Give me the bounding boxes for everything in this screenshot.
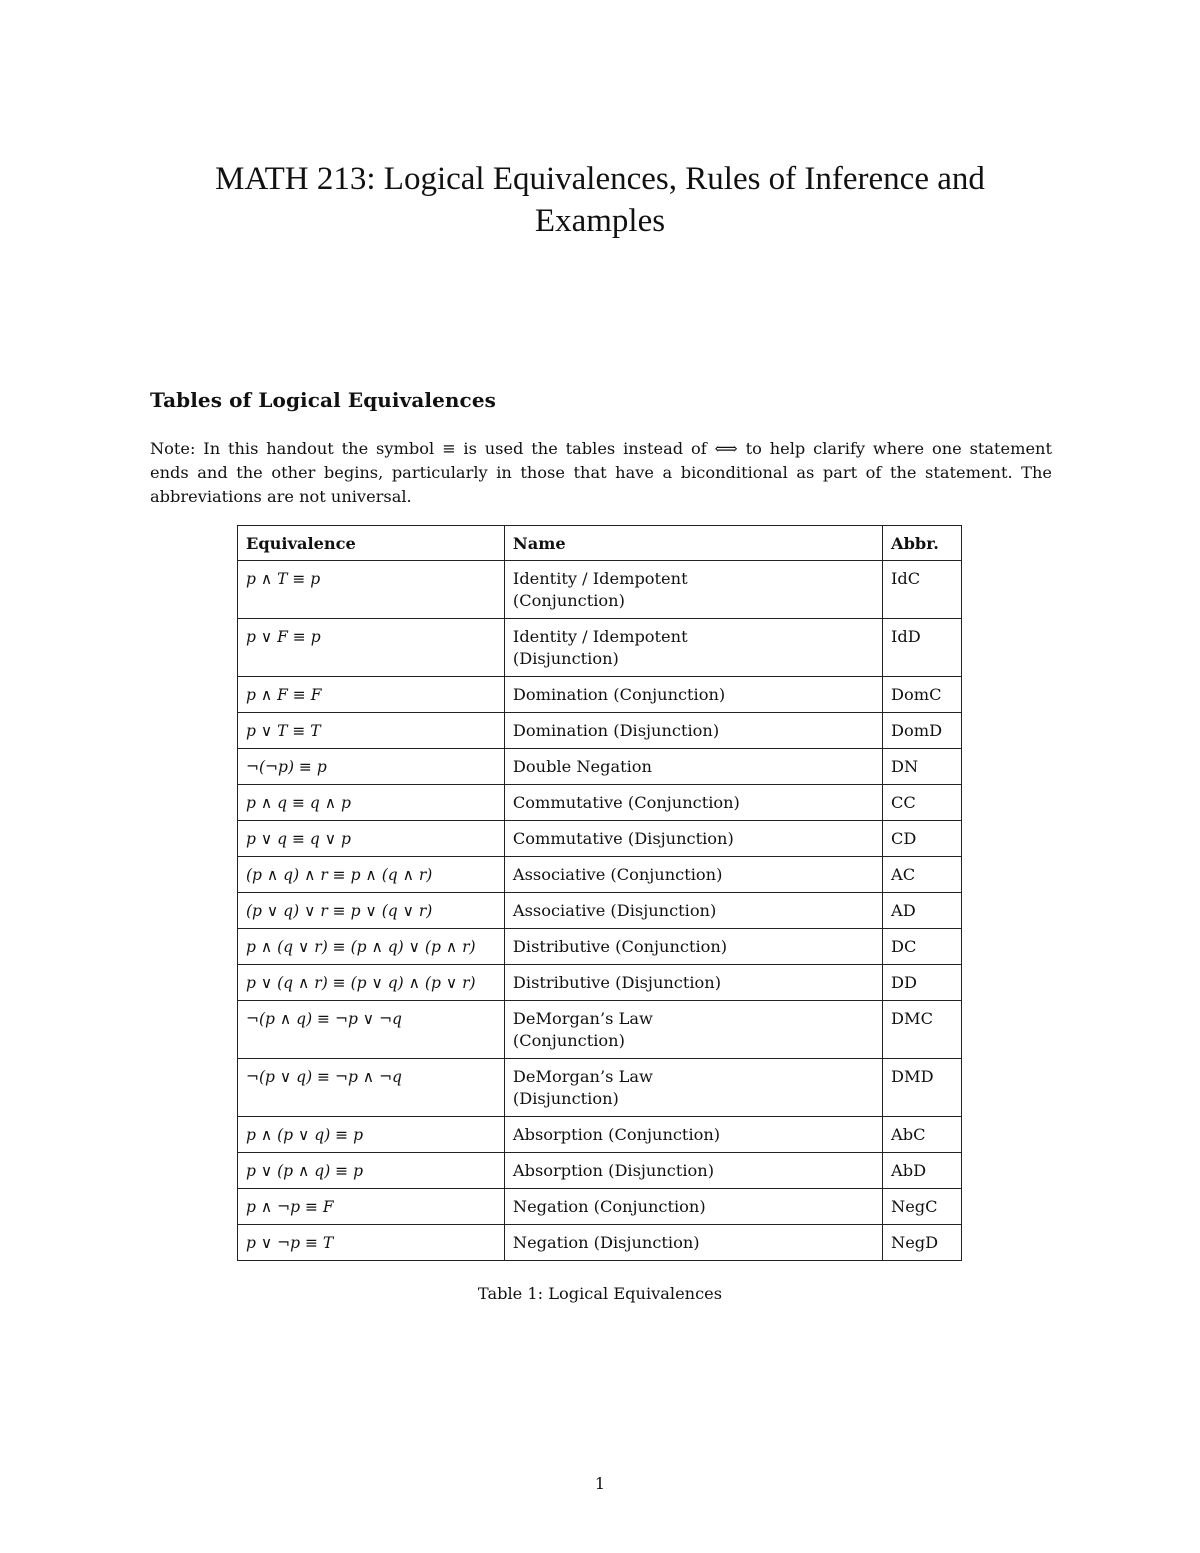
- rule-name: Double Negation: [512, 757, 652, 776]
- equivalence-cell: [238, 857, 505, 893]
- abbr-cell: DomC: [883, 677, 962, 713]
- abbr-cell: AD: [883, 893, 962, 929]
- table-row: [238, 749, 962, 785]
- equivalence-cell: [238, 965, 505, 1001]
- equivalence-formula: p ∧ F ≡ F: [246, 686, 322, 704]
- abbr-cell: DD: [883, 965, 962, 1001]
- table-row: [238, 1189, 962, 1225]
- equivalence-cell: [238, 929, 505, 965]
- equivalence-formula: p ∧ ¬p ≡ F: [246, 1198, 334, 1216]
- equivalence-formula: p ∧ T ≡ p: [246, 570, 321, 588]
- name-cell: [504, 929, 882, 965]
- abbr-cell: AbC: [883, 1117, 962, 1153]
- equivalence-formula: p ∨ F ≡ p: [246, 628, 321, 646]
- table-header-row: [238, 526, 962, 561]
- equivalence-formula: p ∨ (p ∧ q) ≡ p: [246, 1162, 364, 1180]
- abbr-cell: DomD: [883, 713, 962, 749]
- abbr-cell: NegC: [883, 1189, 962, 1225]
- note-line: ends and the other begins, particularly in those that have a biconditional as part of the statement. The: [150, 463, 1052, 482]
- rule-name: Identity / Idempotent: [512, 627, 688, 646]
- equivalence-formula: ¬(p ∨ q) ≡ ¬p ∧ ¬q: [246, 1068, 402, 1086]
- table-row: [238, 713, 962, 749]
- rule-name: Identity / Idempotent: [512, 569, 688, 588]
- abbr-cell: IdD: [883, 619, 962, 677]
- rule-name: Distributive (Disjunction): [512, 973, 722, 992]
- header-name: Name: [504, 526, 882, 561]
- abbr-cell: NegD: [883, 1225, 962, 1261]
- rule-name-qualifier: (Conjunction): [512, 1031, 625, 1050]
- page-number: 1: [594, 1474, 606, 1493]
- rule-name: Distributive (Conjunction): [512, 937, 728, 956]
- rule-name: Commutative (Conjunction): [512, 793, 740, 812]
- document-title: [150, 158, 1050, 242]
- name-cell: [504, 1189, 882, 1225]
- equivalence-cell: [238, 1225, 505, 1261]
- table-row: [238, 619, 962, 677]
- table-row: [238, 893, 962, 929]
- note-paragraph: [150, 437, 1052, 509]
- equivalence-formula: p ∧ (q ∨ r) ≡ (p ∧ q) ∨ (p ∧ r): [246, 938, 476, 956]
- name-cell: [504, 1059, 882, 1117]
- name-cell: [504, 1225, 882, 1261]
- name-cell: [504, 1001, 882, 1059]
- rule-name: Domination (Disjunction): [512, 721, 720, 740]
- table-row: [238, 1117, 962, 1153]
- name-cell: [504, 561, 882, 619]
- name-cell: [504, 749, 882, 785]
- abbr-cell: AbD: [883, 1153, 962, 1189]
- equivalence-cell: [238, 713, 505, 749]
- equivalence-cell: [238, 785, 505, 821]
- name-cell: [504, 1153, 882, 1189]
- name-cell: [504, 785, 882, 821]
- name-cell: [504, 1117, 882, 1153]
- abbr-cell: DC: [883, 929, 962, 965]
- header-abbr: Abbr.: [883, 526, 962, 561]
- table-row: [238, 857, 962, 893]
- abbr-cell: DN: [883, 749, 962, 785]
- rule-name-qualifier: (Conjunction): [512, 591, 625, 610]
- equivalence-formula: ¬(p ∧ q) ≡ ¬p ∨ ¬q: [246, 1010, 402, 1028]
- abbr-cell: CD: [883, 821, 962, 857]
- rule-name-qualifier: (Disjunction): [512, 1089, 619, 1108]
- note-line: Note: In this handout the symbol ≡ is used the tables instead of ⟺ to help clarify where one statement: [150, 439, 1052, 458]
- equivalence-cell: [238, 821, 505, 857]
- equivalence-cell: [238, 1189, 505, 1225]
- rule-name: Associative (Conjunction): [512, 865, 723, 884]
- equivalence-formula: p ∨ (q ∧ r) ≡ (p ∨ q) ∧ (p ∨ r): [246, 974, 476, 992]
- title-line-1: MATH 213: Logical Equivalences, Rules of Inference and: [215, 161, 985, 197]
- equivalence-cell: [238, 893, 505, 929]
- equivalence-cell: [238, 677, 505, 713]
- equivalence-formula: p ∧ (p ∨ q) ≡ p: [246, 1126, 364, 1144]
- table-row: [238, 561, 962, 619]
- name-cell: [504, 893, 882, 929]
- abbr-cell: AC: [883, 857, 962, 893]
- abbr-cell: CC: [883, 785, 962, 821]
- abbr-cell: IdC: [883, 561, 962, 619]
- equivalence-formula: p ∧ q ≡ q ∧ p: [246, 794, 351, 812]
- table-row: [238, 785, 962, 821]
- header-equivalence: Equivalence: [238, 526, 505, 561]
- table-row: [238, 1153, 962, 1189]
- equivalence-formula: (p ∧ q) ∧ r ≡ p ∧ (q ∧ r): [246, 866, 433, 884]
- rule-name: DeMorgan’s Law: [512, 1009, 653, 1028]
- name-cell: [504, 713, 882, 749]
- rule-name: Commutative (Disjunction): [512, 829, 734, 848]
- abbr-cell: DMC: [883, 1001, 962, 1059]
- equivalence-cell: [238, 749, 505, 785]
- equivalence-cell: [238, 1059, 505, 1117]
- table-row: [238, 1225, 962, 1261]
- rule-name: DeMorgan’s Law: [512, 1067, 653, 1086]
- table-row: [238, 929, 962, 965]
- table-row: [238, 677, 962, 713]
- rule-name: Negation (Conjunction): [512, 1197, 706, 1216]
- table-row: [238, 821, 962, 857]
- equivalence-cell: [238, 1153, 505, 1189]
- table-body: [238, 561, 962, 1261]
- note-line: abbreviations are not universal.: [150, 487, 412, 506]
- equivalence-cell: [238, 1001, 505, 1059]
- name-cell: [504, 677, 882, 713]
- equivalence-cell: [238, 1117, 505, 1153]
- abbr-cell: DMD: [883, 1059, 962, 1117]
- table-row: [238, 965, 962, 1001]
- equivalence-formula: p ∨ T ≡ T: [246, 722, 321, 740]
- rule-name: Domination (Conjunction): [512, 685, 726, 704]
- name-cell: [504, 619, 882, 677]
- logical-equivalences-table: [237, 525, 962, 1261]
- equivalence-formula: ¬(¬p) ≡ p: [246, 758, 327, 776]
- rule-name: Absorption (Conjunction): [512, 1125, 721, 1144]
- equivalence-formula: (p ∨ q) ∨ r ≡ p ∨ (q ∨ r): [246, 902, 433, 920]
- rule-name: Absorption (Disjunction): [512, 1161, 715, 1180]
- rule-name: Negation (Disjunction): [512, 1233, 700, 1252]
- table-caption: Table 1: Logical Equivalences: [477, 1284, 723, 1303]
- equivalence-cell: [238, 619, 505, 677]
- equivalence-cell: [238, 561, 505, 619]
- name-cell: [504, 857, 882, 893]
- table-row: [238, 1059, 962, 1117]
- rule-name-qualifier: (Disjunction): [512, 649, 619, 668]
- rule-name: Associative (Disjunction): [512, 901, 717, 920]
- name-cell: [504, 965, 882, 1001]
- section-heading: Tables of Logical Equivalences: [150, 388, 497, 412]
- title-line-2: Examples: [534, 203, 666, 239]
- equivalence-formula: p ∨ q ≡ q ∨ p: [246, 830, 351, 848]
- table-row: [238, 1001, 962, 1059]
- equivalence-formula: p ∨ ¬p ≡ T: [246, 1234, 334, 1252]
- name-cell: [504, 821, 882, 857]
